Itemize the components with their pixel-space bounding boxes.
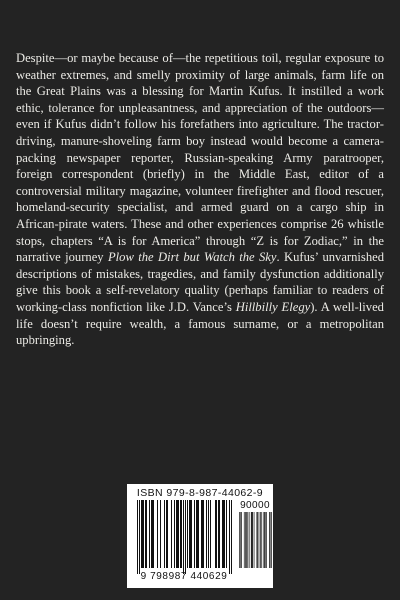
barcode-bar: [177, 500, 178, 568]
price-barcode-bar: [257, 512, 258, 568]
barcode-bar: [189, 500, 190, 568]
barcode-bar: [145, 500, 146, 568]
barcode-bar: [203, 500, 204, 568]
ean-number: 9 798987 440629: [140, 571, 228, 582]
barcode-bar: [219, 500, 220, 568]
barcode-bar: [198, 500, 199, 568]
barcode-bar: [196, 500, 197, 568]
barcode-bar: [208, 500, 209, 568]
price-code: 90000: [240, 500, 270, 511]
barcode-bar: [185, 500, 186, 574]
price-barcode-bar: [269, 512, 270, 568]
barcode-bar: [139, 500, 140, 574]
barcode-bar: [176, 500, 177, 568]
barcode-bar: [215, 500, 216, 568]
price-barcode-bar: [254, 512, 255, 568]
barcode-bar: [223, 500, 224, 568]
barcode-bar: [226, 500, 227, 568]
barcode-bar: [151, 500, 152, 568]
book-title: Plow the Dirt but Watch the Sky: [107, 250, 277, 265]
barcode-bar: [194, 500, 195, 568]
barcode-bar: [171, 500, 172, 568]
barcode-bar: [210, 500, 211, 568]
barcode-bar: [206, 500, 207, 568]
barcode-bar: [143, 500, 144, 568]
barcode-bar: [181, 500, 182, 568]
barcode-bar: [166, 500, 167, 568]
barcode-bar: [160, 500, 161, 568]
blurb-text-3: ). A well-lived life doesn’t require wealth, a famous surname, or a metropolitan upbringing.: [16, 299, 384, 348]
price-barcode-bar: [247, 512, 248, 568]
price-barcode-bar: [244, 512, 245, 568]
price-barcode-bar: [251, 512, 252, 568]
barcode-bar: [224, 500, 225, 568]
price-barcode-bar: [260, 512, 261, 568]
price-barcode-bar: [266, 512, 267, 568]
barcode-bar: [142, 500, 143, 568]
price-barcode-bar: [259, 512, 260, 568]
price-barcode-bar: [264, 512, 265, 568]
price-barcode-bar: [265, 512, 266, 568]
barcode-bar: [157, 500, 158, 568]
isbn-label: ISBN 979-8-987-44062-9: [136, 487, 264, 499]
blurb-text-1: Despite—or maybe because of—the repetitious toil, regular exposure to weather extremes, and smelly proximity of large animals, farm life on the Great Plains was a blessing for Martin Kufus. It instilled a work ethic, tolerance for unpleasantness, and appreciation of the outdoors—even if Kufus didn’t follow his forefathers into agriculture. The tractor-driving, manure-shoveling farm boy instead would become a camera-packing newspaper reporter, Russian-speaking Army paratrooper, foreign correspondent (briefly) in the Middle East, editor of a controversial military magazine, volunteer firefighter and flood rescuer, homeland-security specialist, and armed guard on a cargo ship in African-pirate waters. These and other experiences comprise 26 whistle stops, chapters “A is for America” through “Z is for Zodiac,” in the narrative journey: [16, 51, 384, 265]
barcode-bar: [167, 500, 168, 568]
price-barcode-bar: [252, 512, 253, 568]
price-barcode-bar: [239, 512, 240, 568]
barcode-bar: [137, 500, 138, 574]
price-barcode-bar: [257, 512, 258, 568]
price-barcode-bar: [240, 512, 241, 568]
isbn-barcode-box: [127, 484, 273, 588]
barcode-bar: [229, 500, 230, 574]
barcode-bar: [146, 500, 147, 568]
barcode-bar: [231, 500, 232, 574]
barcode-bar: [201, 500, 202, 568]
price-barcode-bar: [252, 512, 253, 568]
barcode-bar: [174, 500, 175, 568]
barcode-bar: [190, 500, 191, 568]
barcode-bar: [149, 500, 150, 568]
price-barcode-bar: [249, 512, 250, 568]
barcode-bar: [202, 500, 203, 568]
barcode-bar: [152, 500, 153, 568]
barcode-bar: [153, 500, 154, 568]
barcode-bar: [191, 500, 192, 568]
referenced-book-title: Hillbilly Elegy: [235, 299, 311, 314]
price-barcode-bar: [261, 512, 262, 568]
barcode-bar: [164, 500, 165, 568]
barcode-bar: [197, 500, 198, 568]
barcode-bar: [222, 500, 223, 568]
price-barcode-bar: [241, 512, 242, 568]
back-cover-blurb: [16, 50, 384, 349]
barcode-bar: [218, 500, 219, 568]
price-barcode-bar: [270, 512, 271, 568]
price-barcode-bar: [246, 512, 247, 568]
barcode-bar: [141, 500, 142, 568]
barcode-bar: [216, 500, 217, 568]
barcode-bar: [180, 500, 181, 568]
blurb-text-2: . Kufus’ unvarnished descriptions of mistakes, tragedies, and family dysfunction additionally give this book a self-revelatory quality (perhaps familiar to readers of working-class nonfiction like J.D. Vance’s: [16, 250, 385, 314]
barcode-bar: [187, 500, 188, 568]
price-barcode-bar: [264, 512, 265, 568]
price-barcode-bar: [245, 512, 246, 568]
barcode-bar: [178, 500, 179, 568]
price-barcode-bar: [271, 512, 272, 568]
barcode-bar: [183, 500, 184, 574]
